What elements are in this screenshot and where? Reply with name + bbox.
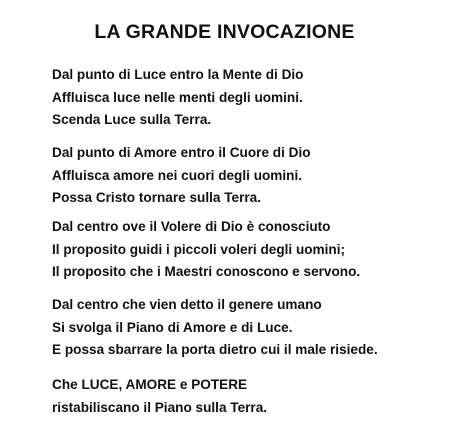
verse-line: Il proposito guidi i piccoli voleri degli uomini; — [52, 241, 346, 257]
verse-line: Dal punto di Luce entro la Mente di Dio — [52, 67, 304, 82]
verse-line: Affluisca amore nei cuori degli uomini. — [52, 167, 303, 183]
stanza-1 — [52, 64, 304, 132]
stanza-5 — [52, 374, 267, 419]
verse-line: Il proposito che i Maestri conoscono e servono. — [52, 264, 361, 279]
stanza-4 — [52, 294, 378, 362]
stanza-2 — [52, 142, 311, 210]
verse-line: ristabiliscano il Piano sulla Terra. — [52, 399, 268, 415]
document-title: LA GRANDE INVOCAZIONE — [94, 21, 355, 43]
verse-line: Dal punto di Amore entro il Cuore di Dio — [52, 145, 311, 160]
verse-line: Scenda Luce sulla Terra. — [52, 112, 212, 127]
verse-line: E possa sbarrare la porta dietro cui il male risiede. — [52, 342, 378, 357]
verse-line: Affluisca luce nelle menti degli uomini. — [52, 89, 303, 105]
verse-line: Possa Cristo tornare sulla Terra. — [52, 190, 262, 205]
verse-line: Si svolga il Piano di Amore e di Luce. — [52, 319, 293, 335]
verse-line: Dal centro ove il Volere di Dio è conosciuto — [52, 219, 331, 234]
stanza-3 — [52, 216, 360, 284]
verse-line: Che LUCE, AMORE e POTERE — [52, 377, 248, 392]
verse-line: Dal centro che vien detto il genere umano — [52, 297, 322, 312]
